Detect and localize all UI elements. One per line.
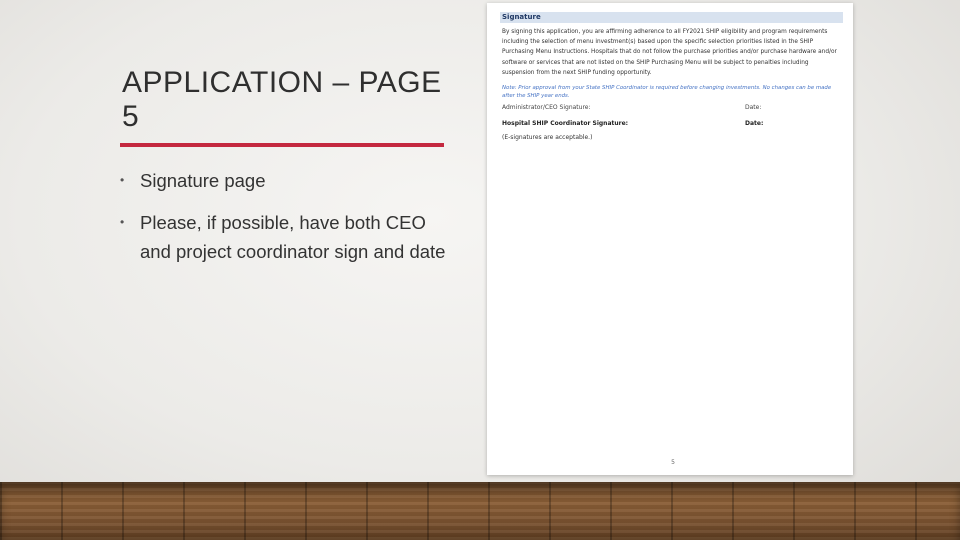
document-note: Note: Prior approval from your State SHIP Coordinator is required before changing investments. No changes can be made after the SHIP year ends. xyxy=(502,85,832,100)
bullet-icon: • xyxy=(120,173,125,187)
title-underline xyxy=(120,143,444,147)
bullet-text: Signature page xyxy=(140,170,266,191)
bullet-text: Please, if possible, have both CEO and project coordinator sign and date xyxy=(140,212,446,262)
ceo-signature-row xyxy=(502,103,842,113)
coordinator-date-label: Date: xyxy=(745,120,764,127)
coordinator-signature-row xyxy=(502,119,842,129)
esignature-note: (E-signatures are acceptable.) xyxy=(502,134,593,141)
document-header: Signature xyxy=(500,12,843,23)
ceo-signature-label: Administrator/CEO Signature: xyxy=(502,104,591,111)
document-paragraph: By signing this application, you are affirming adherence to all FY2021 SHIP eligibility and program requirements including the selection of menu investment(s) based upon the specific selection priorities listed in the SHIP Purchasing Menu Instructions. Hospitals that do not follow the purchase priorities and/or purchase hardware and/or software or services that are not listed on the SHIP Purchasing Menu will be subject to penalties including suspension from the next SHIP funding opportunity. xyxy=(502,29,837,76)
bullet-icon: • xyxy=(120,215,125,229)
bullet-item xyxy=(118,166,448,195)
coordinator-signature-label: Hospital SHIP Coordinator Signature: xyxy=(502,120,629,127)
bullet-item xyxy=(118,208,448,266)
wood-floor-background xyxy=(0,482,960,540)
slide-title: APPLICATION – PAGE 5 xyxy=(122,66,442,133)
document-page-image xyxy=(487,3,853,475)
ceo-date-label: Date: xyxy=(745,104,762,111)
page-number: 5 xyxy=(671,459,675,466)
bullet-list xyxy=(118,166,448,279)
